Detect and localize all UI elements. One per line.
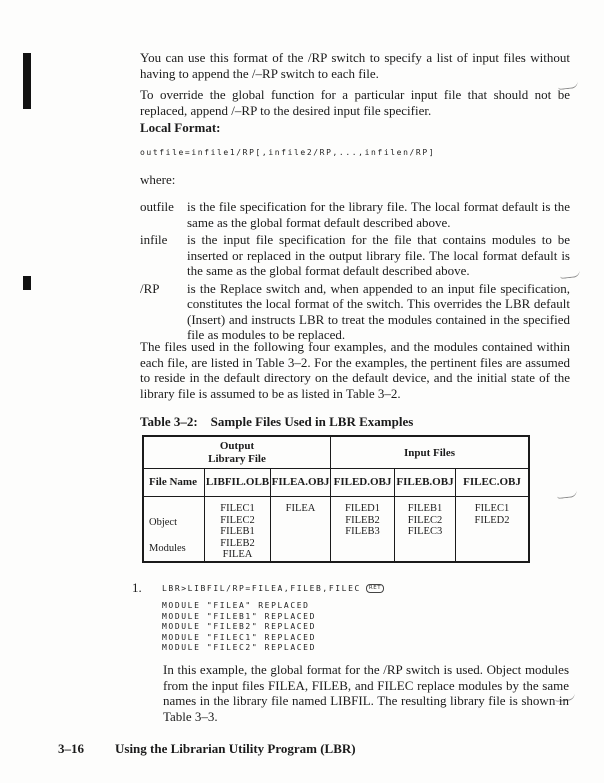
page-number: 3–16 — [58, 741, 84, 756]
lbr-command-code: LBR>LIBFIL/RP=FILEA,FILEB,FILEC — [162, 583, 361, 593]
example-1-command-line — [132, 580, 384, 596]
paragraph-files-used: The files used in the following four examples, and the modules contained within each file, are listed in Table 3–2. For the examples, the pertinent files are assumed to reside in the default directory on the default device, and the initial state of the library file is assumed to be as listed in Table 3–2. — [140, 339, 570, 401]
paragraph-override-global: To override the global function for a particular input file that should not be replaced, append /–RP to the desired input file specifier. — [140, 87, 570, 118]
local-format-heading: Local Format: — [140, 120, 221, 135]
definition-list — [140, 199, 570, 345]
module-name: FILEB2 — [345, 514, 380, 526]
module-name: FILEB2 — [220, 537, 255, 549]
column-header-filed-obj: FILED.OBJ — [330, 468, 394, 496]
module-name: FILEB1 — [220, 526, 255, 537]
definition-rp-switch — [140, 281, 570, 343]
module-name: FILEB3 — [345, 526, 380, 537]
module-name: FILEC2 — [220, 514, 255, 526]
group-header-input-files: Input Files — [330, 437, 528, 468]
column-header-filec-obj: FILEC.OBJ — [455, 468, 528, 496]
modules-filec-obj — [455, 496, 528, 561]
column-header-libfil-olb: LIBFIL.OLB — [204, 468, 270, 496]
row-label-object-modules — [144, 496, 204, 561]
module-name: FILED1 — [345, 503, 380, 514]
modules-fileb-obj — [394, 496, 455, 561]
definition-text: is the file specification for the library file. The local format default is the same as the global format default described above. — [187, 199, 570, 230]
modules-libfil-olb — [204, 496, 270, 561]
row-label-line: Modules — [149, 542, 186, 554]
definition-term: /RP — [140, 280, 160, 296]
output-line: MODULE "FILEC2" REPLACED — [162, 643, 316, 653]
change-bar-icon — [23, 276, 31, 290]
definition-text: is the Replace switch and, when appended to an input file specification, constitutes the local format of the switch. This overrides the LBR default (Insert) and instructs LBR to treat the modules contained in the specified file as modules to be replaced. — [187, 280, 570, 342]
module-name: FILEC1 — [220, 503, 255, 514]
definition-term: outfile — [140, 199, 174, 214]
column-header-fileb-obj: FILEB.OBJ — [394, 468, 455, 496]
output-line: MODULE "FILEA" REPLACED — [162, 601, 310, 610]
example-1-explanation: In this example, the global format for the /RP switch is used. Object modules from the input files FILEA, FILEB, and FILEC replace modules by the same names in the library file named LIBFIL. The resulting library file is shown in Table 3–3. — [163, 662, 569, 724]
sample-files-table — [142, 435, 530, 563]
paragraph-rp-list: You can use this format of the /RP switch to specify a list of input files without having to append the /–RP switch to each file. — [140, 50, 570, 81]
module-name: FILED2 — [474, 514, 510, 526]
modules-filea-obj — [270, 496, 330, 561]
change-bar-icon — [23, 53, 31, 109]
modules-filed-obj — [330, 496, 394, 561]
format-syntax-code: outfile=infile1/RP[,infile2/RP,...,infilen/RP] — [140, 148, 436, 157]
example-number: 1. — [132, 580, 142, 595]
return-key-icon: RET — [366, 584, 384, 593]
row-label-line: Object — [149, 517, 177, 528]
column-header-file-name: File Name — [144, 468, 204, 496]
table-caption: Table 3–2: Sample Files Used in LBR Examples — [140, 414, 414, 429]
group-header-line: Output — [219, 440, 255, 452]
definition-infile — [140, 232, 570, 279]
module-name: FILEC2 — [407, 514, 443, 526]
module-name: FILEA — [222, 549, 253, 560]
output-line: MODULE "FILEB2" REPLACED — [162, 622, 316, 632]
example-1-output — [162, 601, 316, 654]
output-line: MODULE "FILEC1" REPLACED — [162, 632, 316, 642]
where-label: where: — [140, 172, 176, 187]
module-name: FILEB1 — [407, 503, 443, 514]
margin-dash-icon — [557, 490, 578, 499]
column-header-filea-obj: FILEA.OBJ — [270, 468, 330, 496]
group-header-line: Library File — [208, 452, 266, 465]
output-line: MODULE "FILEB1" REPLACED — [162, 611, 316, 621]
module-name: FILEC1 — [474, 503, 510, 514]
definition-term: infile — [140, 232, 168, 247]
definition-outfile — [140, 199, 570, 230]
module-name: FILEC3 — [407, 526, 443, 537]
chapter-title: Using the Librarian Utility Program (LBR) — [115, 741, 356, 756]
definition-text: is the input file specification for the file that contains modules to be inserted or replaced in the output library file. The local format default is the same as the global format default described above. — [187, 232, 570, 278]
group-header-output-library-file — [144, 437, 330, 468]
module-name: FILEA — [285, 503, 316, 514]
